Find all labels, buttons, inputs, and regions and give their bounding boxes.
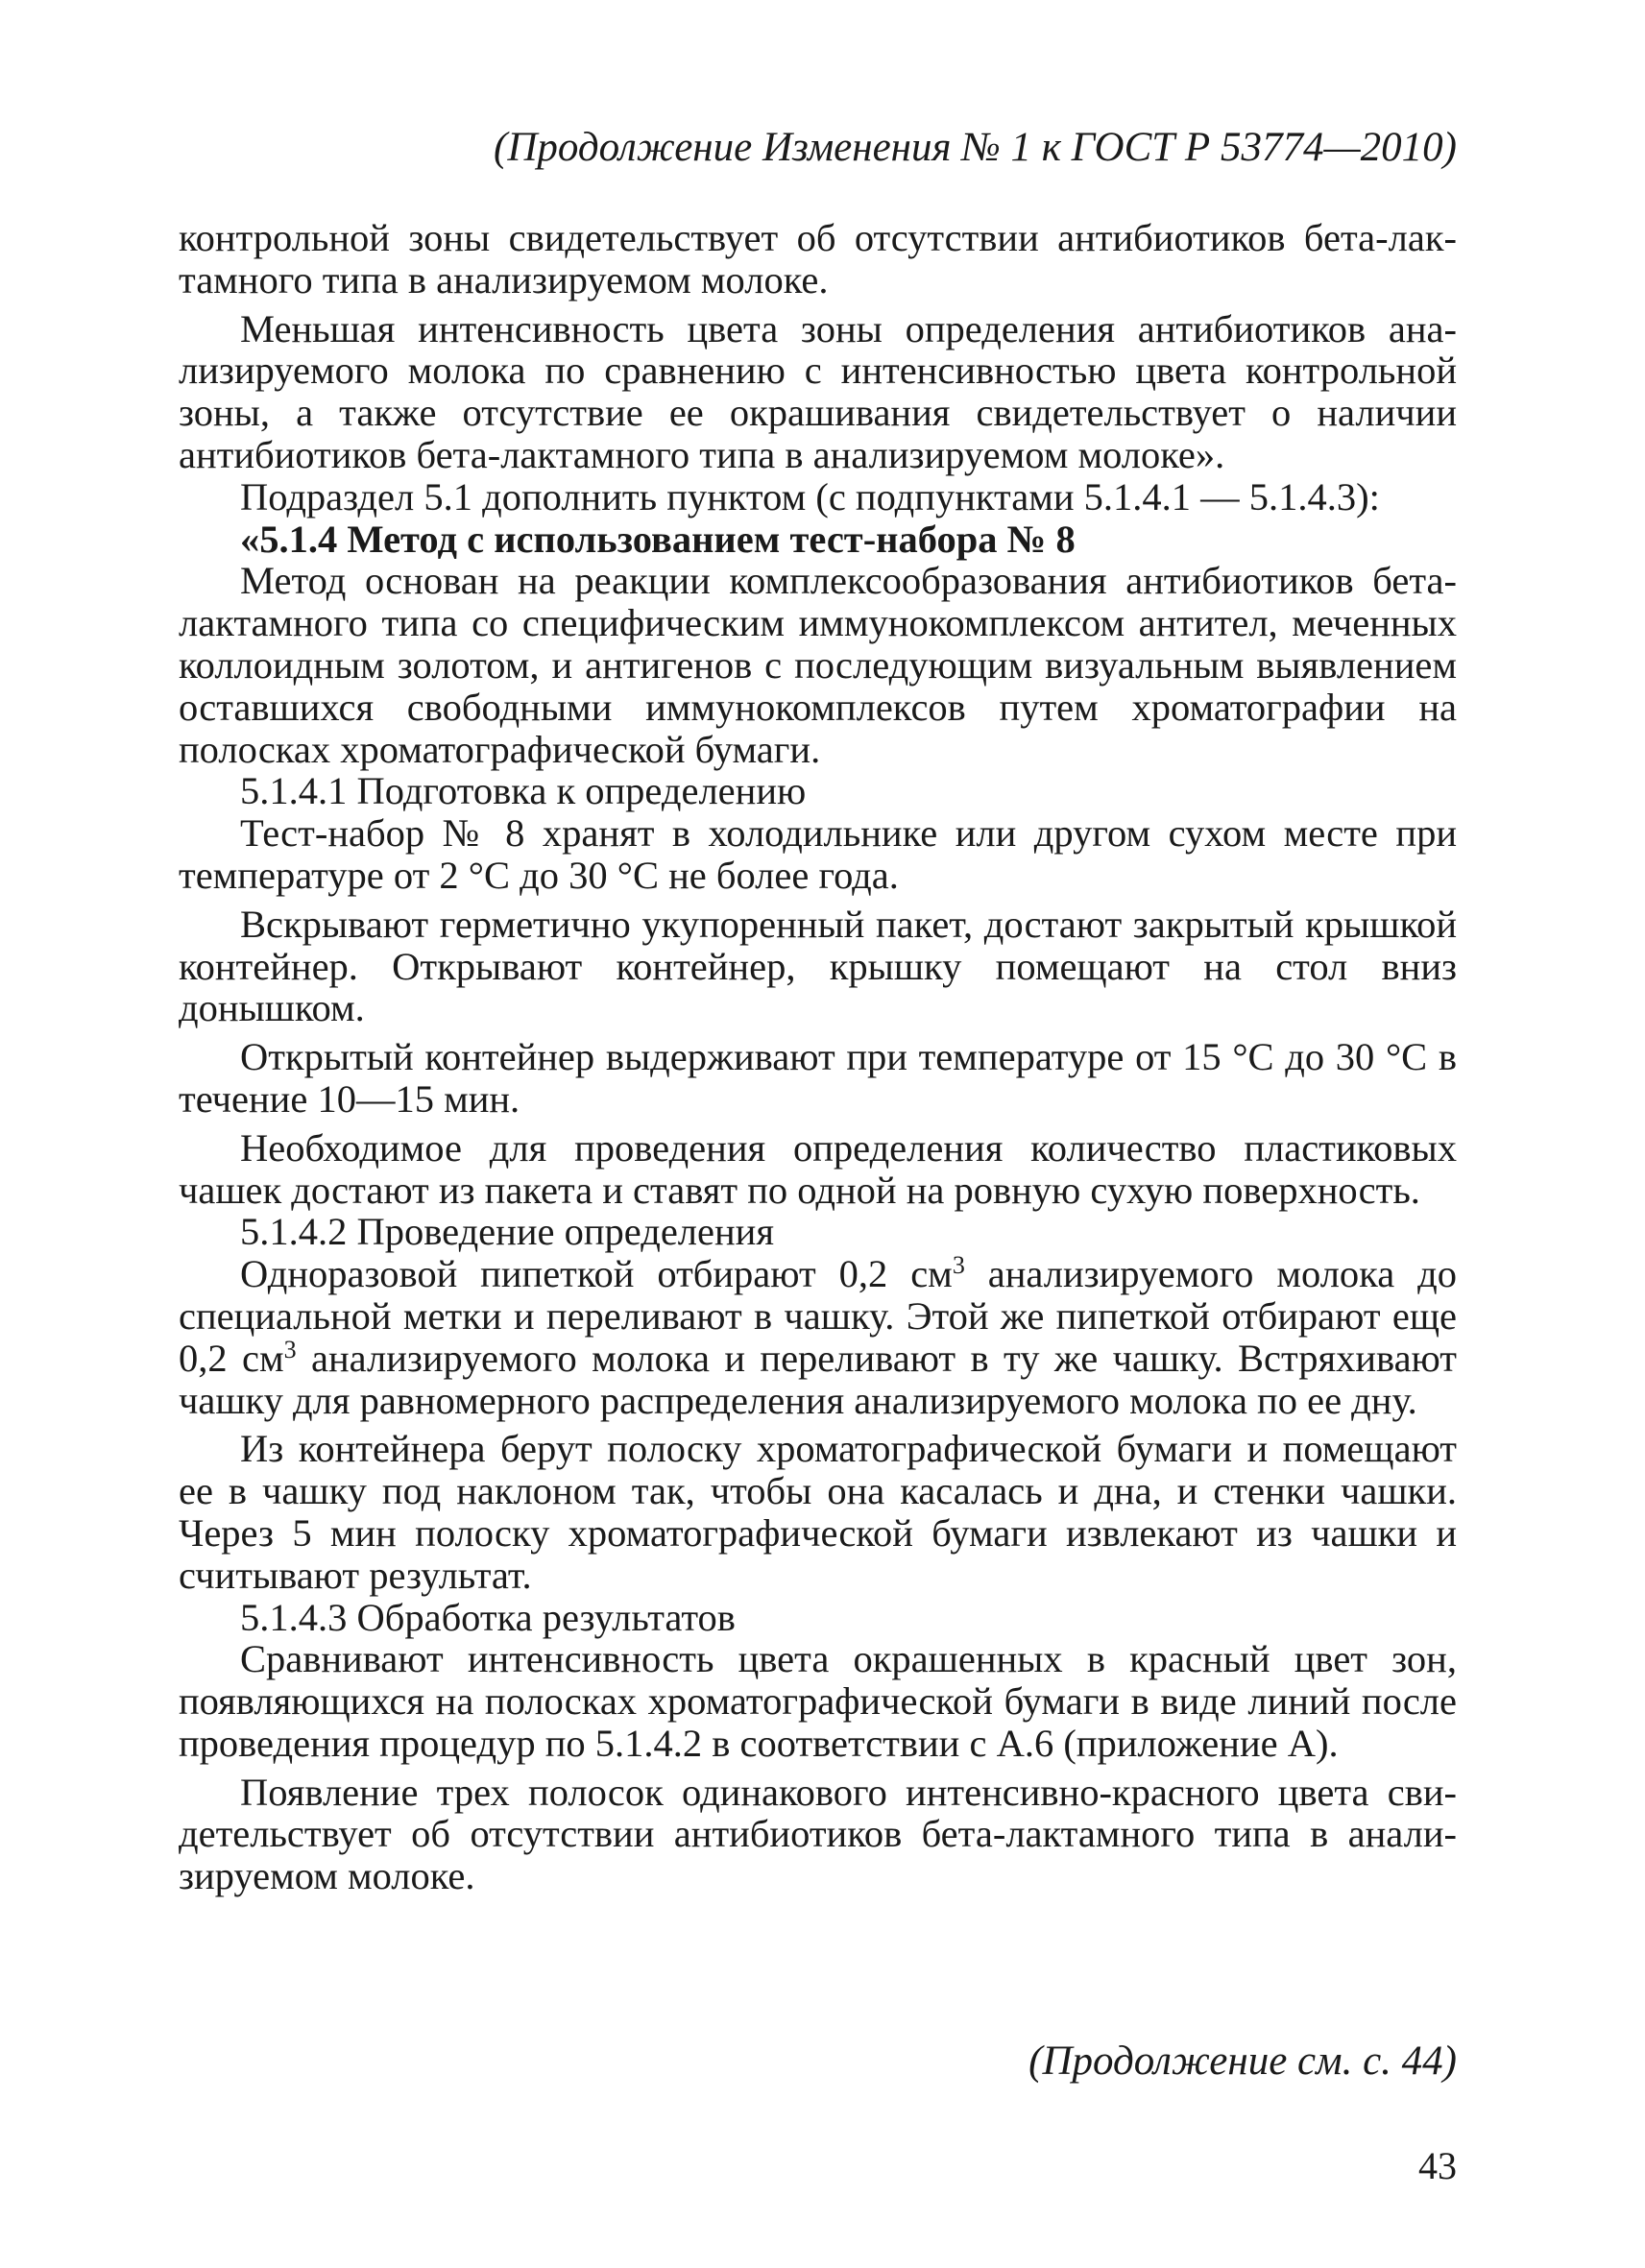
text-run: анализируемого молока до специальной метки и переливают в чашку. Этой же пипеткой отбирают еще 0,2 см [179,1252,1457,1380]
paragraph: Необходимое для проведения определения количество пластиковых чашек достают из пакета и ставят по одной на ровную сухую поверхность. [179,1125,1457,1212]
text-run: анализируемого молока и переливают в ту же чашку. Встряхивают чашку для равномерного распределения анализируемого молока по ее дну. [179,1336,1457,1422]
paragraph: Открытый контейнер выдерживают при температуре от 15 °С до 30 °С в течение 10—15 мин. [179,1035,1457,1121]
paragraph [179,1253,1457,1421]
subsection-heading: 5.1.4.2 Проведение определения [240,1210,774,1254]
continuation-note: (Продолжение см. с. 44) [1028,2039,1457,2084]
subsection-heading: 5.1.4.1 Подготовка к определению [240,769,807,813]
paragraph: Тест-набор № 8 хранят в холодильнике или другом сухом месте при температуре от 2 °С до 30 °С не более года. [179,811,1457,897]
running-header: (Продолжение Изменения № 1 к ГОСТ Р 53774—2010) [494,125,1457,170]
paragraph: Вскрывают герметично укупоренный пакет, достают закрытый крышкой контейнер. Открывают контейнер, крышку помещают на стол вниз донышком. [179,902,1457,1030]
subsection-heading: 5.1.4.3 Обработка результатов [240,1595,736,1639]
paragraph: Из контейнера берут полоску хроматографической бумаги и помещают ее в чашку под наклоном так, чтобы она касалась и дна, и стенки чашки. Через 5 мин полоску хроматографической бумаги извлекают из чашки и считывают результат. [179,1427,1457,1597]
section-heading: «5.1.4 Метод с использованием тест-набора № 8 [240,517,1076,561]
paragraph: Появление трех полосок одинакового интенсивно-красного цвета свидетельствует об отсутствии антибиотиков бета-лактамного типа в анализируемом молоке. [179,1770,1457,1898]
superscript: 3 [283,1335,297,1363]
text-run: Одноразовой пипеткой отбирают 0,2 см [240,1252,953,1296]
paragraph: Метод основан на реакции комплексообразования антибиотиков беталактамного типа со специфическим иммунокомплексом антител, меченных коллоидным золотом, и антигенов с последующим визуальным выявлением оставшихся свободными иммунокомплексов путем хроматографии на полосках хроматографической бумаги. [179,559,1457,771]
paragraph: Сравнивают интенсивность цвета окрашенных в красный цвет зон, появляющихся на полосках хроматографической бумаги в виде линий после проведения процедур по 5.1.4.2 в соответствии с А.6 (приложение А). [179,1637,1457,1765]
paragraph: Меньшая интенсивность цвета зоны определения антибиотиков анализируемого молока по сравнению с интенсивностью цвета контрольной зоны, а также отсутствие ее окрашивания свидетельствует о наличии антибиотиков бета-лактамного типа в анализируемом молоке». [179,306,1457,476]
page-number: 43 [1418,2144,1457,2187]
paragraph: контрольной зоны свидетельствует об отсутствии антибиотиков бета-лактамного типа в анализируемом молоке. [179,216,1457,302]
superscript: 3 [952,1251,965,1280]
paragraph: Подраздел 5.1 дополнить пунктом (с подпунктами 5.1.4.1 — 5.1.4.3): [240,474,1380,519]
document-body [179,217,1457,1897]
